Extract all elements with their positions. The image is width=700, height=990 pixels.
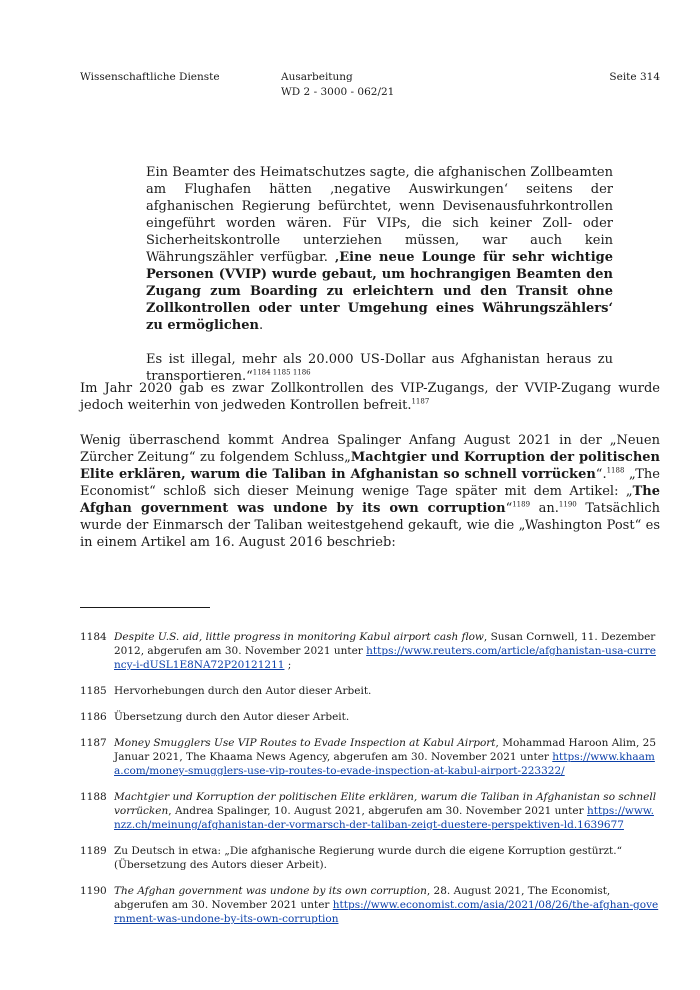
footnote-body: Hervorhebungen durch den Autor dieser Arbeit. xyxy=(114,685,372,697)
quote-text: . xyxy=(258,318,264,333)
footnote-text xyxy=(114,790,660,832)
footnote-title: Money Smugglers Use VIP Routes to Evade Inspection at Kabul Airport xyxy=(114,737,496,749)
footnote xyxy=(80,790,660,832)
footnote-ref[interactable]: 1188 xyxy=(606,466,625,475)
footnote-ref[interactable]: 1189 xyxy=(512,500,531,509)
footnote-number: 1189 xyxy=(80,845,107,857)
footnote xyxy=(80,684,660,698)
footnote-body: , Susan Cornwell, 11. Dezember 2012, abgerufen am 30. November 2021 unter xyxy=(114,631,656,657)
body-emphasis: Machtgier und Korruption der politischen Elite erklären, warum die Taliban in Afghanistan so schnell vorrücken xyxy=(80,450,660,482)
footnote-link[interactable]: https://www.reuters.com/article/afghanistan-usa-currency-i-dUSL1E8NA72P20121211 xyxy=(114,645,656,671)
footnote-link[interactable]: https://www.economist.com/asia/2021/08/26/the-afghan-government-was-undone-by-its-own-corruption xyxy=(114,899,659,925)
header-page-number: Seite 314 xyxy=(609,71,660,83)
footnote-ref[interactable]: 1184 1185 1186 xyxy=(252,368,311,377)
footnote-link[interactable]: https://www.khaama.com/money-smugglers-use-vip-routes-to-evade-inspection-at-kabul-airport-223322/ xyxy=(114,751,655,777)
footnote-body: , Mohammad Haroon Alim, 25 Januar 2021, The Khaama News Agency, abgerufen am 30. November 2021 unter xyxy=(114,737,657,763)
footnote-ref[interactable]: 1187 xyxy=(411,397,430,406)
body-text-run: Tatsächlich wurde der Einmarsch der Taliban weitestgehend gekauft, wie die „Washington Post“ es in einem Artikel am 16. August 2016 beschrieb: xyxy=(80,501,661,550)
footnote-text xyxy=(114,844,660,872)
header-doc-label: Ausarbeitung xyxy=(281,71,353,83)
body-text-run: Wenig überraschend kommt Andrea Spalinger Anfang August 2021 in der „Neuen Zürcher Zeitung“ zu folgendem Schluss„ xyxy=(80,433,660,465)
footnote-divider xyxy=(80,607,210,608)
header-doc-number: WD 2 - 3000 - 062/21 xyxy=(281,86,395,98)
footnote-body: Übersetzung durch den Autor dieser Arbeit. xyxy=(114,711,350,723)
body-text-run: “. xyxy=(595,467,607,482)
footnote xyxy=(80,630,660,672)
footnote xyxy=(80,710,660,724)
footnotes xyxy=(80,630,660,938)
body-text-run: an. xyxy=(530,501,559,516)
quote-paragraph-1 xyxy=(146,164,613,334)
body-text-run: „The Economist“ schloß sich dieser Meinung wenige Tage später mit dem Artikel: „ xyxy=(80,467,660,499)
body-paragraph-2 xyxy=(80,432,660,551)
footnote-number: 1184 xyxy=(80,631,107,643)
body-emphasis: The Afghan government was undone by its own corruption xyxy=(80,484,660,516)
footnote-title: Despite U.S. aid, little progress in monitoring Kabul airport cash flow xyxy=(114,631,484,643)
footnote-text xyxy=(114,710,660,724)
quote-emphasis: ‚Eine neue Lounge für sehr wichtige Personen (VVIP) wurde gebaut, um hochrangigen Beamten den Zugang zum Boarding zu erleichtern und den Transit ohne Zollkontrollen oder unter Umgehung eines Währungszählers‘ zu ermöglichen xyxy=(146,250,613,333)
footnote-ref[interactable]: 1190 xyxy=(558,500,577,509)
body-text-run: Im Jahr 2020 gab es zwar Zollkontrollen des VIP-Zugangs, der VVIP-Zugang wurde jedoch weiterhin von jedweden Kontrollen befreit. xyxy=(80,381,660,413)
quote-text: Ein Beamter des Heimatschutzes sagte, die afghanischen Zollbeamten am Flughafen hätten ‚negative Auswirkungen‘ seitens der afghanischen Regierung befürchtet, wenn Devisenausfuhrkontrollen eingeführt worden wären. Für VIPs, die sich keiner Zoll- oder Sicherheitskontrolle unterziehen müssen, war auch kein Währungszähler verfügbar. xyxy=(146,165,613,265)
footnote-link[interactable]: https://www.nzz.ch/meinung/afghanistan-der-vormarsch-der-taliban-zeigt-duestere-perspektiven-ld.1639677 xyxy=(114,805,654,831)
footnote xyxy=(80,844,660,872)
footnote-number: 1186 xyxy=(80,711,107,723)
footnote xyxy=(80,884,660,926)
footnote-text xyxy=(114,736,660,778)
footnote-number: 1190 xyxy=(80,885,107,897)
footnote-number: 1185 xyxy=(80,685,107,697)
body-paragraph-1 xyxy=(80,380,660,414)
footnote-body: , Andrea Spalinger, 10. August 2021, abgerufen am 30. November 2021 unter xyxy=(168,805,587,817)
header-document-type xyxy=(281,70,394,100)
footnote-body: ; xyxy=(284,659,292,671)
footnote-text xyxy=(114,684,660,698)
footnote-body: Zu Deutsch in etwa: „Die afghanische Regierung wurde durch die eigene Korruption gestürzt.“ (Übersetzung des Autors dieser Arbeit). xyxy=(114,845,622,871)
footnote-title: Machtgier und Korruption der politischen Elite erklären, warum die Taliban in Afghanistan so schnell vorrücken xyxy=(114,791,657,817)
block-quote xyxy=(146,164,613,402)
header-institution: Wissenschaftliche Dienste xyxy=(80,71,220,83)
footnote xyxy=(80,736,660,778)
quote-text: Es ist illegal, mehr als 20.000 US-Dollar aus Afghanistan heraus zu transportieren.“ xyxy=(146,352,613,384)
footnote-text xyxy=(114,630,660,672)
footnote-title: The Afghan government was undone by its own corruption xyxy=(114,885,427,897)
footnote-number: 1187 xyxy=(80,737,107,749)
footnote-text xyxy=(114,884,660,926)
footnote-body: , 28. August 2021, The Economist, abgerufen am 30. November 2021 unter xyxy=(114,885,611,911)
body-text xyxy=(80,380,660,569)
body-text-run: “ xyxy=(505,501,513,516)
footnote-number: 1188 xyxy=(80,791,107,803)
